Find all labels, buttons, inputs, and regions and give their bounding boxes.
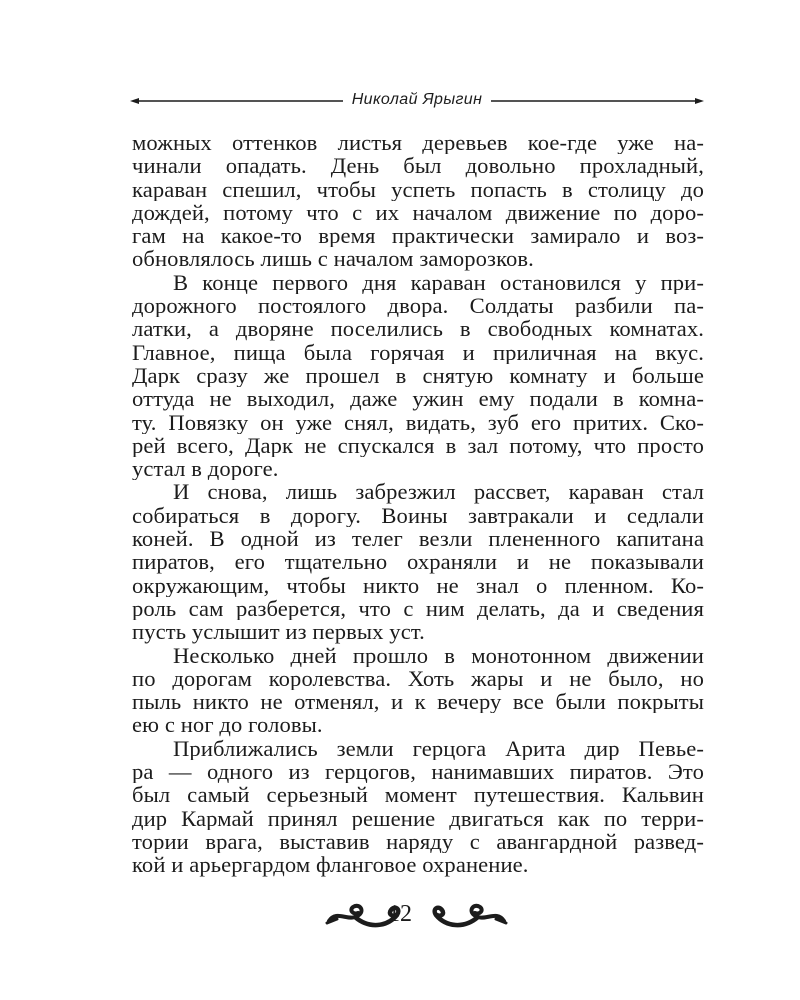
text-line: И снова, лишь забрезжил рассвет, караван стал [173, 480, 704, 504]
author-name: Николай Ярыгин [343, 91, 492, 108]
text-line: можных оттенков листья деревьев кое-где уже на- [132, 131, 704, 155]
page-footer [300, 895, 500, 935]
text-line: коней. В одной из телег везли плененного капитана [132, 527, 704, 551]
text-line: пыль никто не отменял, и к вечеру все были покрыты [132, 690, 704, 714]
text-line: обновлялось лишь с началом заморозков. [132, 247, 534, 271]
text-line: собираться в дорогу. Воины завтракали и седлали [132, 503, 704, 528]
text-line: караван спешил, чтобы успеть попасть в столицу до [132, 177, 704, 201]
text-line: кой и арьергардом фланговое охранение. [132, 853, 529, 877]
text-line: Дарк сразу же прошел в снятую комнату и больше [132, 363, 704, 388]
text-line: дождей, потому что с их началом движение по доро- [132, 200, 704, 225]
running-title [130, 90, 704, 110]
text-line: В конце первого дня караван остановился у при- [173, 270, 704, 295]
text-line: Главное, пища была горячая и приличная на вкус. [132, 340, 704, 364]
right-scroll-ornament-icon [428, 895, 508, 935]
text-line: ра — одного из герцогов, нанимавших пиратов. Это [132, 760, 704, 784]
text-line: был самый серьезный момент путешествия. Кальвин [132, 783, 704, 807]
text-line: ею с ног до головы. [132, 713, 323, 737]
text-line: ту. Повязку он уже снял, видать, зуб его притих. Ско- [132, 410, 704, 434]
page-body-text [132, 131, 704, 877]
text-line: дорожного постоялого двора. Солдаты разбили па- [132, 294, 704, 318]
text-line: пусть услышит из первых уст. [132, 620, 425, 644]
text-line: латки, а дворяне поселились в свободных комнатах. [132, 317, 704, 341]
text-line: Несколько дней прошло в монотонном движении [173, 643, 704, 667]
text-line: дир Кармай принял решение двигаться как по терри- [132, 806, 704, 830]
text-line: роль сам разберется, что с ним делать, да и сведения [132, 596, 704, 621]
text-line: гам на какое-то время практически замирало и воз- [132, 224, 704, 248]
running-header [130, 88, 704, 114]
text-line: тории врага, выставив наряду с авангардной развед- [132, 829, 704, 854]
page-number: 12 [388, 901, 412, 927]
text-line: чинали опадать. День был довольно прохладный, [132, 154, 704, 178]
text-line: окружающим, чтобы никто не знал о пленном. Ко- [132, 573, 704, 597]
text-line: устал в дороге. [132, 457, 279, 481]
text-line: рей всего, Дарк не спускался в зал потому, что просто [132, 433, 704, 458]
text-line: пиратов, его тщательно охраняли и не показывали [132, 550, 704, 574]
text-line: по дорогам королевства. Хоть жары и не было, но [132, 666, 704, 691]
text-line: Приближались земли герцога Арита дир Певье- [173, 736, 704, 761]
text-line: оттуда не выходил, даже ужин ему подали в комна- [132, 387, 704, 411]
